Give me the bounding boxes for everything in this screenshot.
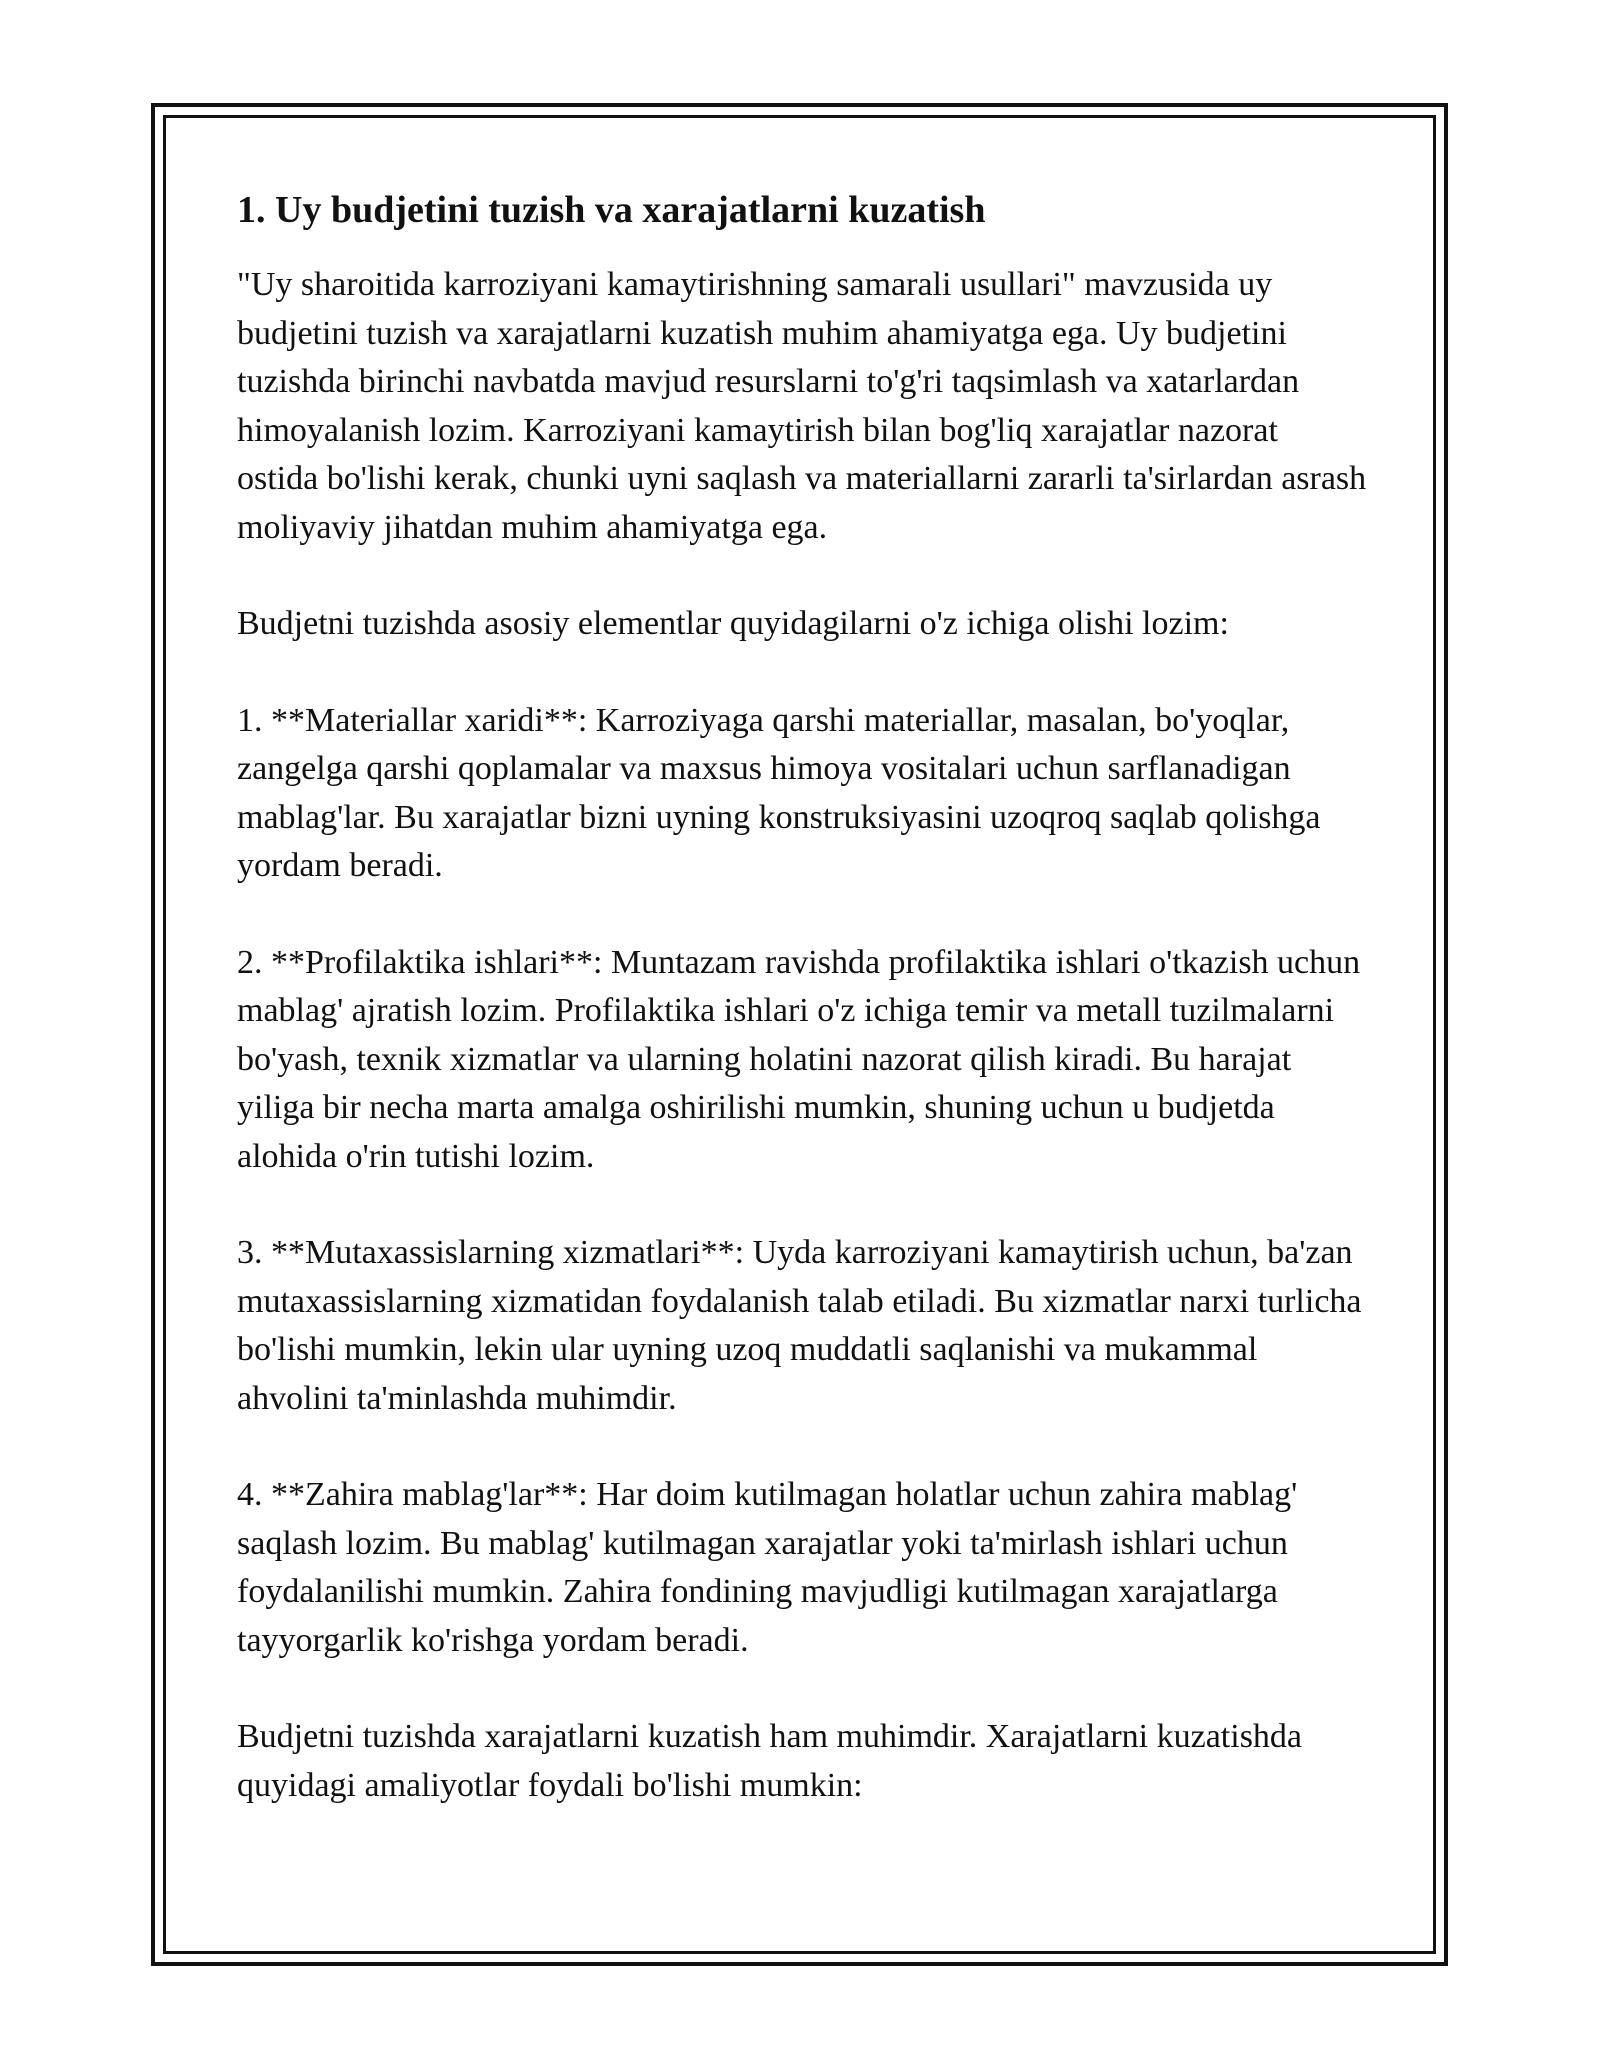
list-item-specialists: 3. **Mutaxassislarning xizmatlari**: Uyda karroziyani kamaytirish uchun, ba'zan mutaxassislarning xizmatidan foydalanish talab etiladi. Bu xizmatlar narxi turlicha bo'lishi mumkin, lekin ular uyning uzoq muddatli saqlanishi va mukammal ahvolini ta'minlashda muhimdir. bbox=[237, 1234, 1362, 1417]
list-item-reserve-funds: 4. **Zahira mablag'lar**: Har doim kutilmagan holatlar uchun zahira mablag' saqlash lozim. Bu mablag' kutilmagan xarajatlar yoki ta'mirlash ishlari uchun foydalanilishi mumkin. Zahira fondining mavjudligi kutilmagan xarajatlarga tayyorgarlik ko'rishga yordam beradi. bbox=[237, 1476, 1298, 1659]
elements-lead-paragraph: Budjetni tuzishda asosiy elementlar quyidagilarni o'z ichiga olishi lozim: bbox=[237, 605, 1229, 642]
list-item-prevention: 2. **Profilaktika ishlari**: Muntazam ravishda profilaktika ishlari o'tkazish uchun mablag' ajratish lozim. Profilaktika ishlari o'z ichiga temir va metall tuzilmalarni bo'yash, texnik xizmatlar va ularning holatini nazorat qilish kiradi. Bu harajat yiliga bir necha marta amalga oshirilishi mumkin, shuning uchun u budjetda alohida o'rin tutishi lozim. bbox=[237, 943, 1361, 1175]
intro-paragraph: "Uy sharoitida karroziyani kamaytirishning samarali usullari" mavzusida uy budjetini tuzish va xarajatlarni kuzatish muhim ahamiyatga ega. Uy budjetini tuzishda birinchi navbatda mavjud resurslarni to'g'ri taqsimlash va xatarlardan himoyalanish lozim. Karroziyani kamaytirish bilan bog'liq xarajatlar nazorat ostida bo'lishi kerak, chunki uyni saqlash va materiallarni zararli ta'sirlardan asrash moliyaviy jihatdan muhim ahamiyatga ega. bbox=[237, 266, 1367, 546]
document-body bbox=[237, 186, 1367, 1858]
list-item-materials: 1. **Materiallar xaridi**: Karroziyaga qarshi materiallar, masalan, bo'yoqlar, zangelga qarshi qoplamalar va maxsus himoya vositalari uchun sarflanadigan mablag'lar. Bu xarajatlar bizni uyning konstruksiyasini uzoqroq saqlab qolishga yordam beradi. bbox=[237, 701, 1321, 884]
section-heading: 1. Uy budjetini tuzish va xarajatlarni kuzatish bbox=[237, 189, 986, 231]
tracking-paragraph: Budjetni tuzishda xarajatlarni kuzatish ham muhimdir. Xarajatlarni kuzatishda quyidagi amaliyotlar foydali bo'lishi mumkin: bbox=[237, 1718, 1303, 1804]
